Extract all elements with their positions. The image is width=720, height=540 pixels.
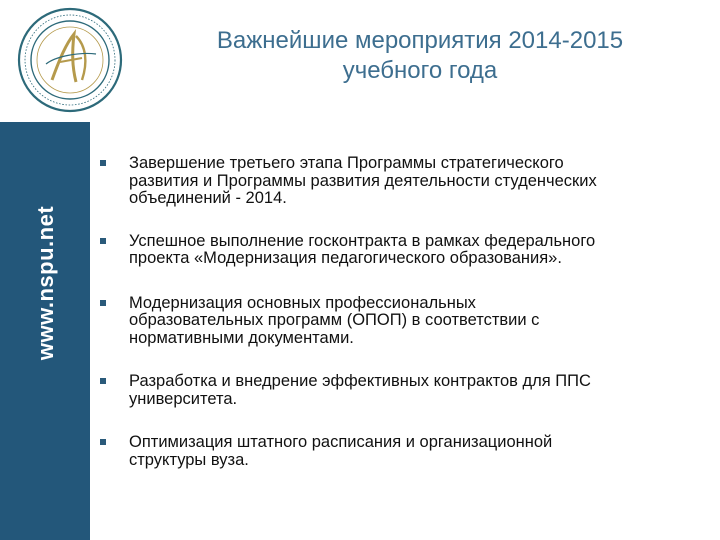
list-item: [100, 295, 710, 348]
university-seal-logo: [16, 6, 124, 114]
site-url[interactable]: www.nspu.net: [33, 205, 58, 361]
bullet-list: [100, 155, 710, 469]
list-item: [100, 373, 710, 408]
list-item-text: Оптимизация штатного расписания и организационной структуры вуза.: [129, 433, 553, 469]
list-item-text: Разработка и внедрение эффективных контрактов для ППС университета.: [129, 372, 591, 408]
bullet-icon: [100, 238, 106, 244]
bullet-icon: [100, 300, 106, 306]
list-item: [100, 155, 710, 208]
bullet-icon: [100, 160, 106, 166]
title-line-1: Важнейшие мероприятия 2014-2015: [216, 27, 624, 54]
title-line-2: учебного года: [342, 57, 498, 84]
list-item: [100, 434, 710, 469]
list-item-text: Модернизация основных профессиональных образовательных программ (ОПОП) в соответствии с нормативными документами.: [129, 293, 540, 347]
list-item-text: Успешное выполнение госконтракта в рамках федерального проекта «Модернизация педагогического образования».: [129, 231, 596, 267]
list-item: [100, 233, 710, 268]
bullet-icon: [100, 378, 106, 384]
list-item-text: Завершение третьего этапа Программы стратегического развития и Программы развития деятельности студенческих объединений - 2014.: [129, 154, 597, 207]
bullet-icon: [100, 439, 106, 445]
page-title: [140, 26, 700, 86]
